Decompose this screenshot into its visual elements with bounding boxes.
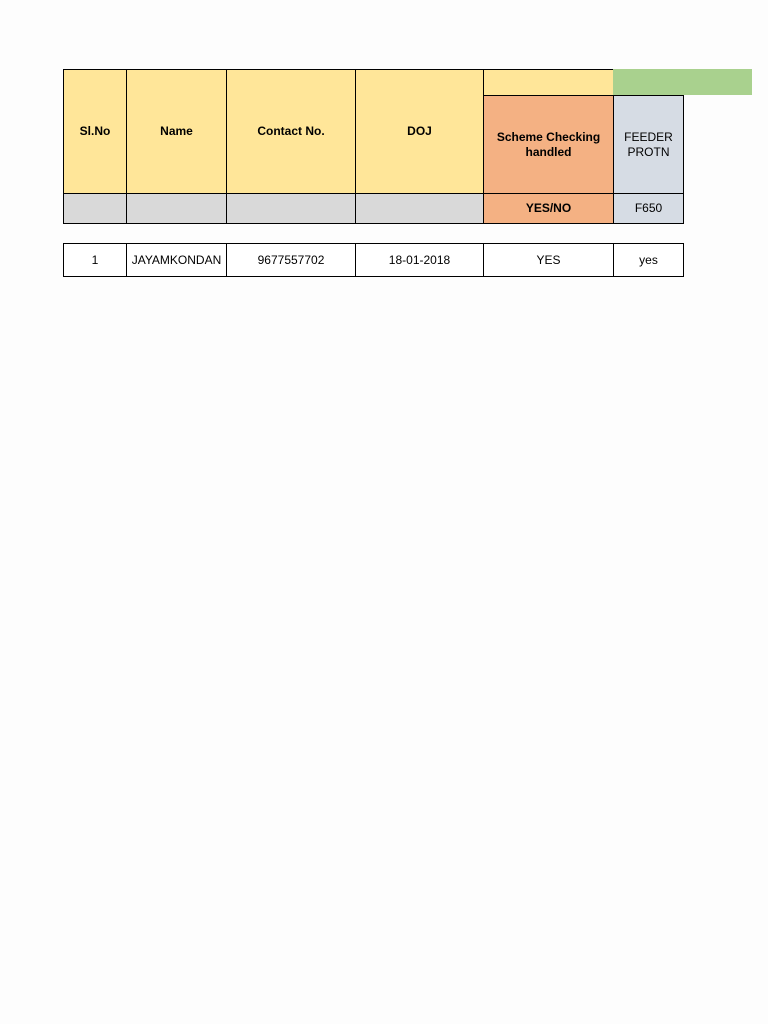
subheader-sl-no (63, 193, 127, 224)
cell-name: JAYAMKONDAN (126, 243, 227, 277)
subheader-doj (355, 193, 484, 224)
header-scheme-checking: Scheme Checking handled (483, 95, 614, 194)
cell-contact-no: 9677557702 (226, 243, 356, 277)
header-feeder-protn: FEEDER PROTN (613, 95, 684, 194)
subheader-contact-no (226, 193, 356, 224)
header-green-band (613, 69, 752, 95)
subheader-scheme-checking: YES/NO (483, 193, 614, 224)
header-name: Name (126, 69, 227, 194)
header-contact-no: Contact No. (226, 69, 356, 194)
cell-feeder-protn: yes (613, 243, 684, 277)
cell-scheme-checking: YES (483, 243, 614, 277)
subheader-name (126, 193, 227, 224)
cell-doj: 18-01-2018 (355, 243, 484, 277)
header-group-top-cell (483, 69, 614, 96)
cell-sl-no: 1 (63, 243, 127, 277)
subheader-feeder-protn: F650 (613, 193, 684, 224)
header-sl-no: Sl.No (63, 69, 127, 194)
header-doj: DOJ (355, 69, 484, 194)
